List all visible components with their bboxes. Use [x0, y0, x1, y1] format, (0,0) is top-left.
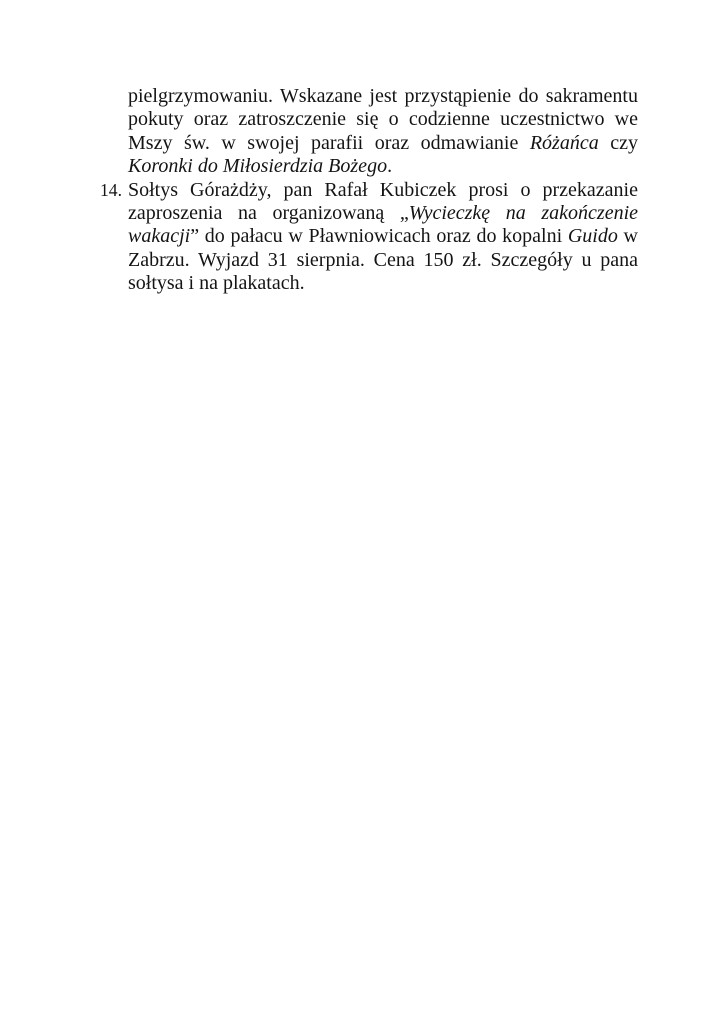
text-segment: Różańca	[529, 131, 599, 154]
text-segment: Koronki do Miłosierdzia Bożego	[128, 155, 388, 178]
text-segment: Wycieczkę na zakończenie wakacji	[128, 202, 639, 248]
list-item-continuation	[100, 85, 638, 179]
text-segment: Sołtys Górażdży, pan Rafał Kubiczek prosi o przekazanie zaproszenia na organizowaną „	[128, 178, 638, 225]
text-segment: Guido	[567, 225, 618, 248]
list-item-numbered	[100, 179, 638, 296]
text-segment: w Zabrzu. Wyjazd 31 sierpnia. Cena 150 zł. Szczegóły u pana sołtysa i na plakatach.	[128, 225, 638, 295]
text-segment: ” do pałacu w Pławniowicach oraz do kopalni	[190, 225, 568, 248]
list-item-number: 14.	[100, 179, 122, 200]
text-segment: pielgrzymowaniu. Wskazane jest przystąpienie do sakramentu pokuty oraz zatroszczenie się o codzienne uczestnictwo we Mszy św. w swojej parafii oraz odmawianie	[128, 85, 638, 154]
announcement-list	[100, 85, 638, 296]
text-segment: czy	[598, 131, 638, 154]
text-segment: .	[387, 155, 393, 178]
